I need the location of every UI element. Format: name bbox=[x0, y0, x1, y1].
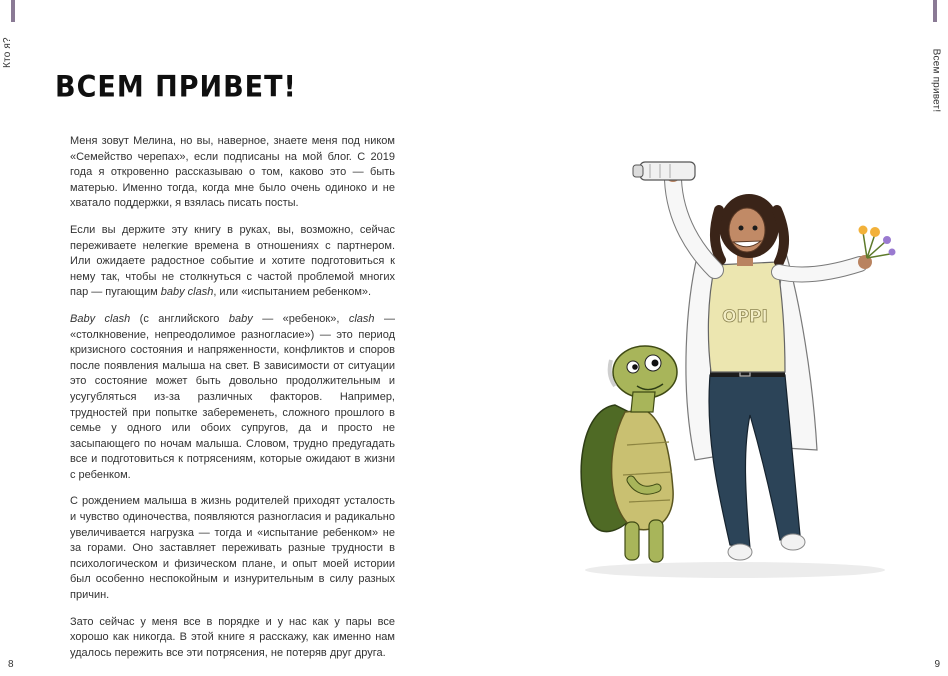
text-run: Если вы держите эту книгу в руках, вы, возможно, сейчас переживаете нелегкие времена в отношениях с партнером. Или ожидаете радостное событие и хотите подготовиться к нему так, чтобы не столкнуться с частой проблемой многих пар — пугающим bbox=[70, 223, 395, 299]
body-paragraph bbox=[70, 134, 395, 212]
body-paragraph bbox=[70, 494, 395, 603]
flower-bouquet-icon bbox=[859, 226, 896, 259]
italic-term: baby bbox=[228, 312, 253, 325]
page-title: ВСЕМ ПРИВЕТ! bbox=[55, 70, 297, 105]
text-run: , или «испытанием ребенком». bbox=[213, 286, 372, 299]
right-section-label: Всем привет! bbox=[930, 48, 942, 113]
right-tab-marker bbox=[933, 0, 937, 22]
text-run: (с английского bbox=[130, 312, 229, 325]
left-section-label: Кто я? bbox=[2, 37, 13, 68]
page-number-left: 8 bbox=[8, 659, 14, 670]
text-run: Меня зовут Мелина, но вы, наверное, знаете меня под ником «Семейство черепах», если подписаны на мой блог. С 2019 года я откровенно рассказываю о том, каково это — быть матерью. Именно тогда, когда мне было очень одиноко и не хватало поддержки, я взялась писать посты. bbox=[70, 135, 395, 210]
body-paragraph bbox=[70, 223, 395, 301]
italic-term: clash bbox=[348, 312, 375, 325]
text-run: С рождением малыша в жизнь родителей приходят усталость и чувство одиночества, появляются разногласия и радикально увеличивается нагрузка — тогда и «испытание ребенком» не за горами. Оно заставляет переживать разные трудности в психологическом и физическом плане, и опыт моей истории был особенно неспокойным и изнурительным в силу разных причин. bbox=[70, 495, 395, 602]
tshirt-text: OPPI bbox=[722, 307, 768, 327]
italic-term: baby clash bbox=[160, 286, 214, 299]
left-tab-marker bbox=[11, 0, 15, 22]
italic-term: Baby clash bbox=[70, 312, 131, 325]
body-paragraph bbox=[70, 312, 395, 484]
text-run: Зато сейчас у меня все в порядке и у нас как у пары все хорошо как никогда. В этой книге я расскажу, как именно нам удалось пережить все эти потрясения, не потеряв друг друга. bbox=[70, 615, 395, 659]
body-paragraph bbox=[70, 615, 395, 662]
baby-bottle-icon bbox=[633, 162, 695, 180]
ground-shadow bbox=[585, 562, 885, 578]
page-number-right: 9 bbox=[934, 659, 940, 670]
turtle-character bbox=[581, 346, 677, 562]
text-run: — «столкновение, непреодолимое разногласие») — это период кризисного состояния и напряженности, конфликтов и споров после появления малыша на свет. В зависимости от ситуации это состояние может быть довольно продолжительным и усугубляться из-за различных факторов. Например, трудностей при попытке забеременеть, сложного прошлого в семье у одного или обоих супругов, да и просто не засыпающего по ночам малыша. Словом, трудно предугадать все и подготовиться к потрясениям, которые ожидают в жизни с ребенком. bbox=[70, 312, 395, 481]
text-run: — «ребенок», bbox=[252, 312, 349, 325]
illustration bbox=[545, 150, 925, 580]
body-text bbox=[70, 134, 395, 672]
